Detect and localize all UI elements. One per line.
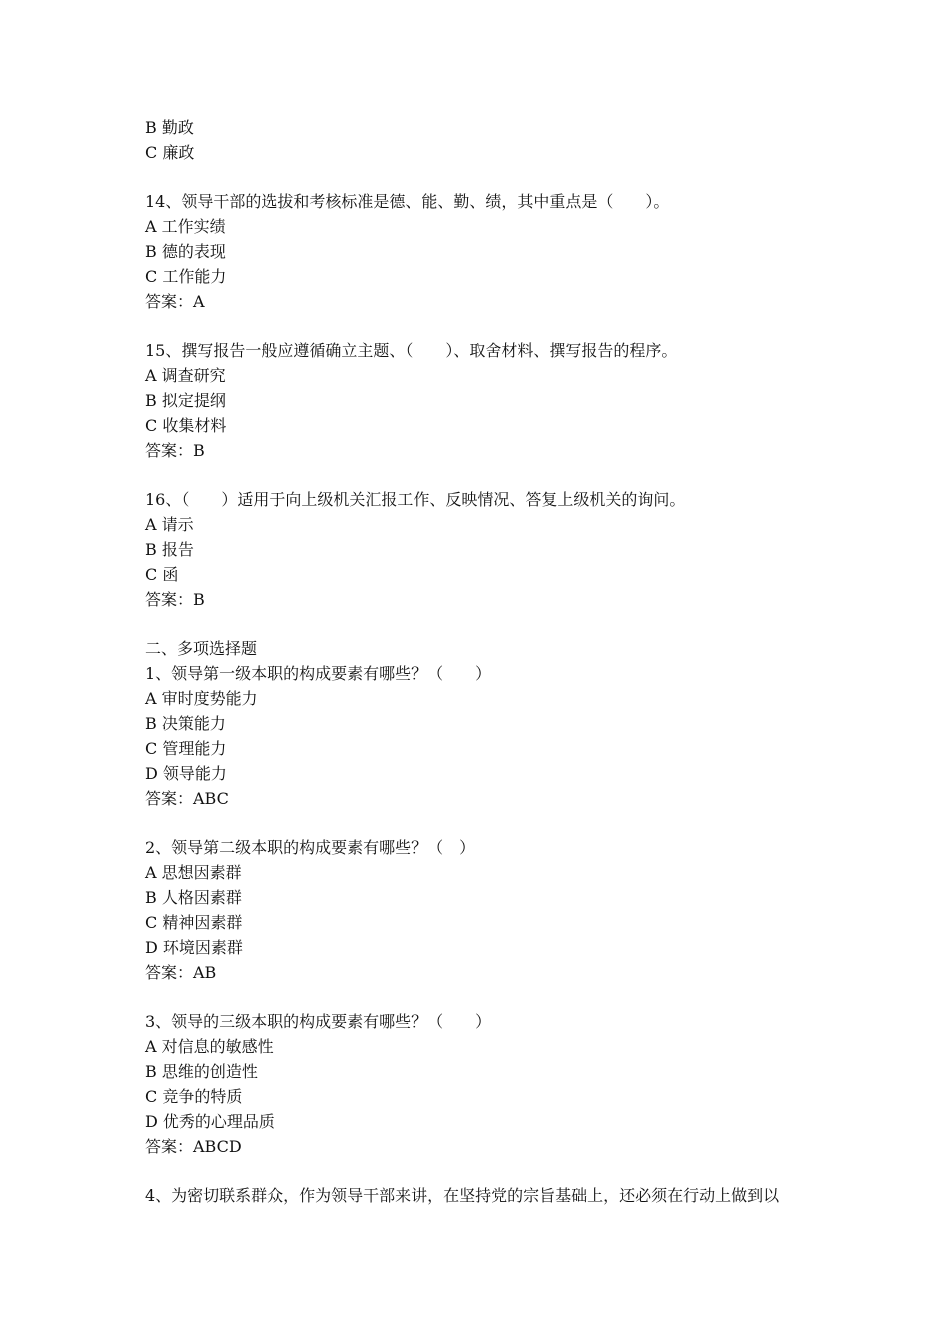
option-a: A 对信息的敏感性 — [145, 1037, 274, 1056]
question-13-tail — [145, 115, 825, 165]
answer: 答案：B — [145, 590, 205, 609]
option-d: D 优秀的心理品质 — [145, 1112, 275, 1131]
option-b: B 思维的创造性 — [145, 1062, 258, 1081]
section-heading: 二、多项选择题 — [145, 639, 258, 658]
question-14 — [145, 189, 825, 314]
option-c: C 竞争的特质 — [145, 1087, 243, 1106]
answer: 答案：A — [145, 292, 205, 311]
question-text: 14、领导干部的选拔和考核标准是德、能、勤、绩，其中重点是（ ）。 — [145, 192, 670, 211]
question-16 — [145, 487, 825, 612]
option-b: B 决策能力 — [145, 714, 226, 733]
option-c: C 函 — [145, 565, 179, 584]
question-text: 15、撰写报告一般应遵循确立主题、（ ）、取舍材料、撰写报告的程序。 — [145, 341, 678, 360]
option-d: D 环境因素群 — [145, 938, 243, 957]
question-text: 16、（ ）适用于向上级机关汇报工作、反映情况、答复上级机关的询问。 — [145, 490, 686, 509]
answer: 答案：AB — [145, 963, 217, 982]
option-c: C 工作能力 — [145, 267, 227, 286]
question-15 — [145, 338, 825, 463]
multi-question-4 — [145, 1183, 825, 1208]
option-b: B 报告 — [145, 540, 194, 559]
spacer — [145, 612, 825, 636]
option-a: A 审时度势能力 — [145, 689, 258, 708]
spacer — [145, 985, 825, 1009]
multi-question-1 — [145, 661, 825, 811]
spacer — [145, 811, 825, 835]
answer: 答案：ABCD — [145, 1137, 242, 1156]
document-page — [145, 115, 825, 1208]
multi-question-2 — [145, 835, 825, 985]
question-text: 4、为密切联系群众，作为领导干部来讲，在坚持党的宗旨基础上，还必须在行动上做到以 — [145, 1186, 780, 1205]
option-a: A 思想因素群 — [145, 863, 242, 882]
option-d: D 领导能力 — [145, 764, 227, 783]
option-c: C 收集材料 — [145, 416, 227, 435]
answer: 答案：ABC — [145, 789, 229, 808]
option-b: B 勤政 — [145, 118, 194, 137]
spacer — [145, 314, 825, 338]
option-c: C 管理能力 — [145, 739, 227, 758]
option-c: C 廉政 — [145, 143, 195, 162]
option-a: A 调查研究 — [145, 366, 226, 385]
option-b: B 德的表现 — [145, 242, 226, 261]
spacer — [145, 165, 825, 189]
multi-question-3 — [145, 1009, 825, 1159]
option-b: B 拟定提纲 — [145, 391, 226, 410]
spacer — [145, 1159, 825, 1183]
question-text: 2、领导第二级本职的构成要素有哪些？（ ） — [145, 838, 476, 857]
question-text: 3、领导的三级本职的构成要素有哪些？（ ） — [145, 1012, 492, 1031]
option-a: A 请示 — [145, 515, 194, 534]
answer: 答案：B — [145, 441, 205, 460]
question-text: 1、领导第一级本职的构成要素有哪些？（ ） — [145, 664, 492, 683]
option-c: C 精神因素群 — [145, 913, 243, 932]
option-b: B 人格因素群 — [145, 888, 242, 907]
spacer — [145, 463, 825, 487]
option-a: A 工作实绩 — [145, 217, 226, 236]
